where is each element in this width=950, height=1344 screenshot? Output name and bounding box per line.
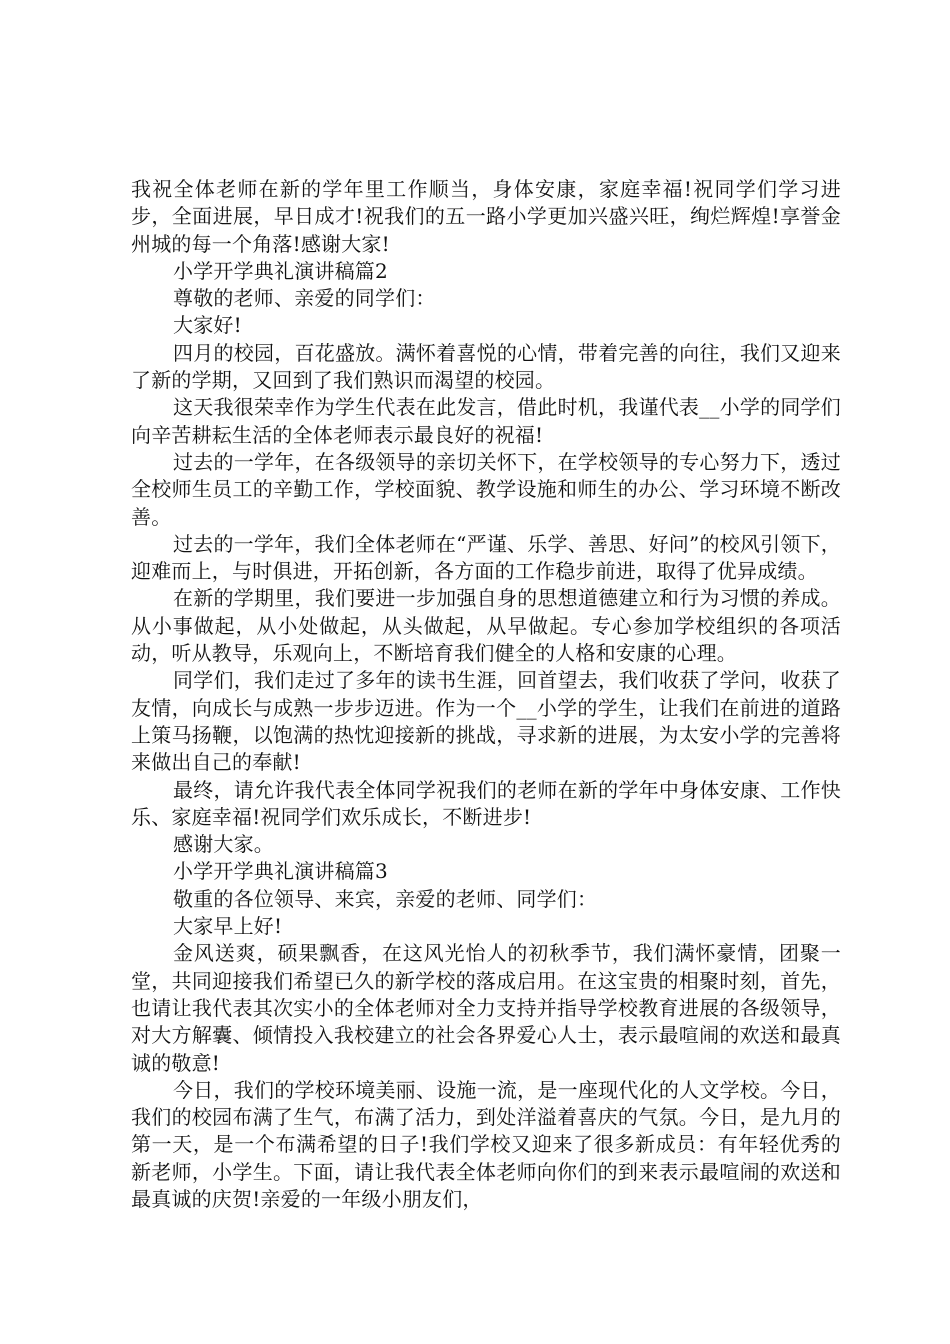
paragraph: 在新的学期里，我们要进一步加强自身的思想道德建立和行为习惯的养成。从小事做起，从小处做起，从头做起，从早做起。专心参加学校组织的各项活动，听从教导，乐观向上，不断培育我们健全的人格和安康的心理。 bbox=[131, 586, 841, 666]
salutation: 尊敬的老师、亲爱的同学们： bbox=[173, 286, 436, 311]
paragraph: 最终，请允许我代表全体同学祝我们的老师在新的学年中身体安康、工作快乐、家庭幸福!祝同学们欢乐成长，不断进步! bbox=[131, 777, 841, 829]
greeting: 大家早上好! bbox=[173, 914, 283, 939]
paragraph: 我祝全体老师在新的学年里工作顺当，身体安康，家庭幸福!祝同学们学习进步，全面进展，早日成才!祝我们的五一路小学更加兴盛兴旺，绚烂辉煌!享誉金州城的每一个角落!感谢大家! bbox=[131, 177, 841, 256]
greeting: 大家好! bbox=[173, 313, 242, 338]
document-body bbox=[131, 176, 841, 1213]
paragraph: 同学们，我们走过了多年的读书生涯，回首望去，我们收获了学问，收获了友情，向成长与成熟一步步迈进。作为一个__小学的学生，让我们在前进的道路上策马扬鞭，以饱满的热忱迎接新的挑战，寻求新的进展，为太安小学的完善将来做出自己的奉献! bbox=[131, 668, 841, 775]
paragraph: 过去的一学年，在各级领导的亲切关怀下，在学校领导的专心努力下，透过全校师生员工的辛勤工作，学校面貌、教学设施和师生的办公、学习环境不断改善。 bbox=[131, 449, 841, 529]
closing: 感谢大家。 bbox=[173, 832, 274, 857]
paragraph: 今日，我们的学校环境美丽、设施一流，是一座现代化的人文学校。今日，我们的校园布满了生气，布满了活力，到处洋溢着喜庆的气氛。今日，是九月的第一天，是一个布满希望的日子!我们学校又迎来了很多新成员：有年轻优秀的新老师，小学生。下面，请让我代表全体老师向你们的到来表示最喧闹的欢送和最真诚的庆贺!亲爱的一年级小朋友们， bbox=[131, 1077, 841, 1211]
paragraph: 这天我很荣幸作为学生代表在此发言，借此时机，我谨代表__小学的同学们向辛苦耕耘生活的全体老师表示最良好的祝福! bbox=[131, 395, 841, 447]
section-heading: 小学开学典礼演讲稿篇3 bbox=[173, 859, 388, 884]
section-heading: 小学开学典礼演讲稿篇2 bbox=[173, 258, 388, 283]
salutation: 敬重的各位领导、来宾，亲爱的老师、同学们： bbox=[173, 886, 598, 911]
paragraph: 金风送爽，硕果飘香，在这风光怡人的初秋季节，我们满怀豪情，团聚一堂，共同迎接我们希望已久的新学校的落成启用。在这宝贵的相聚时刻，首先，也请让我代表其次实小的全体老师对全力支持并指导学校教育进展的各级领导，对大方解囊、倾情投入我校建立的社会各界爱心人士，表示最喧闹的欢送和最真诚的敬意! bbox=[131, 941, 841, 1075]
paragraph: 过去的一学年，我们全体老师在“严谨、乐学、善思、好问”的校风引领下，迎难而上，与时俱进，开拓创新，各方面的工作稳步前进，取得了优异成绩。 bbox=[131, 531, 841, 584]
paragraph: 四月的校园，百花盛放。满怀着喜悦的心情，带着完善的向往，我们又迎来了新的学期，又回到了我们熟识而渴望的校园。 bbox=[131, 340, 841, 393]
